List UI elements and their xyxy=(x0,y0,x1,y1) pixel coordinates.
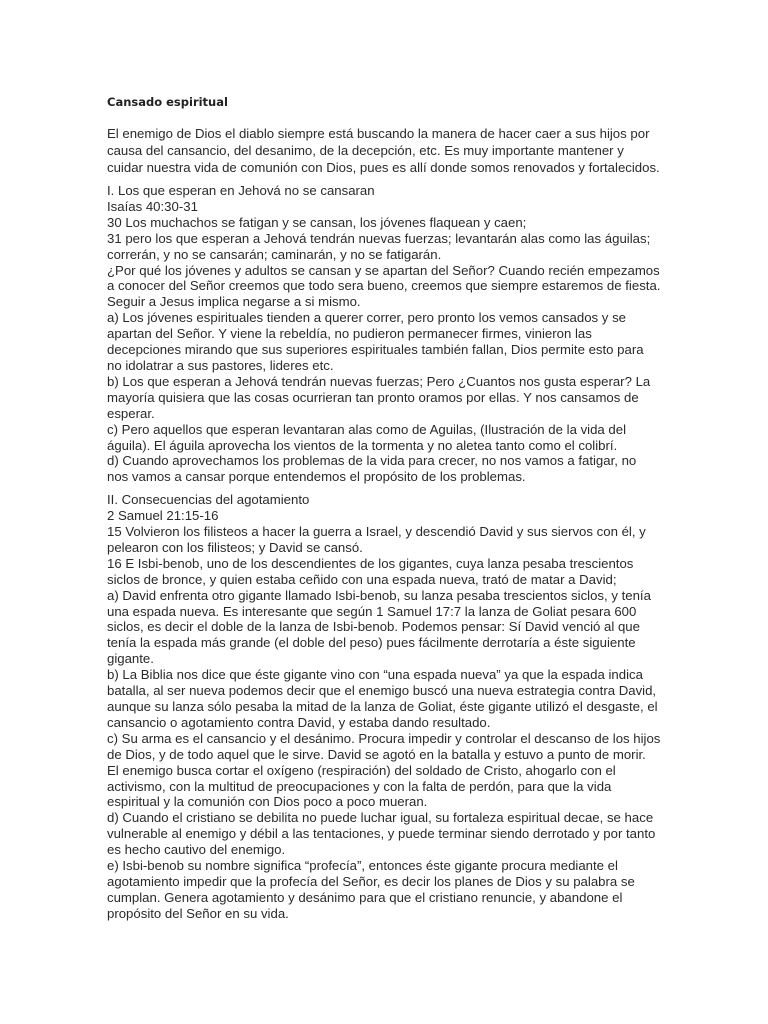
section-one-line: nos vamos a cansar porque entendemos el propósito de los problemas. xyxy=(107,469,526,485)
section-two-line: 16 E Isbi-benob, uno de los descendientes de los gigantes, cuya lanza pesaba trescientos xyxy=(107,555,634,571)
intro-paragraph xyxy=(107,125,667,176)
section-two-line: tenía la espada más grande (el doble del peso) pues fácilmente derrotaría a éste siguiente xyxy=(107,635,636,651)
section-two-reference: 2 Samuel 21:15-16 xyxy=(107,508,219,524)
section-two-line: espiritual y la comunión con Dios poco a poco mueran. xyxy=(107,794,428,810)
section-one-line: correrán, y no se cansarán; caminarán, y no se fatigarán. xyxy=(107,246,442,262)
section-two-line: batalla, al ser nueva podemos decir que el enemigo buscó una nueva estrategia contra David, xyxy=(107,683,657,699)
section-two-line: siclos de bronce, y quien estaba ceñido con una espada nueva, trató de matar a David; xyxy=(107,571,617,587)
section-two-line: es hecho cautivo del enemigo. xyxy=(107,842,286,858)
section-one-line: no idolatrar a sus pastores, lideres etc. xyxy=(107,357,334,373)
section-two-line: b) La Biblia nos dice que éste gigante vino con “una espada nueva” ya que la espada indica xyxy=(107,667,643,683)
section-two-heading: II. Consecuencias del agotamiento xyxy=(107,492,310,508)
section-two-line: cumplan. Genera agotamiento y desánimo para que el cristiano renuncie, y abandone el xyxy=(107,889,623,905)
section-two-line: propósito del Señor en su vida. xyxy=(107,905,289,921)
document-title: Cansado espiritual xyxy=(107,95,228,109)
section-two-line: activismo, con la multitud de preocupaciones y con la falta de perdón, para que la vida xyxy=(107,778,612,794)
section-one-line: a conocer del Señor creemos que todo sera bueno, creemos que siempre estaremos de fiesta. xyxy=(107,278,661,294)
section-one-line: 30 Los muchachos se fatigan y se cansan, los jóvenes flaquean y caen; xyxy=(107,214,527,230)
section-two-line: d) Cuando el cristiano se debilita no puede luchar igual, su fortaleza espiritual decae, se hace xyxy=(107,810,654,826)
section-one-reference: Isaías 40:30-31 xyxy=(107,198,198,214)
intro-line: cuidar nuestra vida de comunión con Dios, pues es allí donde somos renovados y fortalecidos. xyxy=(107,160,660,175)
section-two-line: de Dios, y de todo aquel que le sirve. David se agotó en la batalla y estuvo a punto de morir. xyxy=(107,746,646,762)
intro-line: El enemigo de Dios el diablo siempre está buscando la manera de hacer caer a sus hijos por xyxy=(107,126,650,141)
section-one-line: d) Cuando aprovechamos los problemas de la vida para crecer, no nos vamos a fatigar, no xyxy=(107,453,637,469)
section-two-line: agotamiento impedir que la profecía del Señor, es decir los planes de Dios y su palabra se xyxy=(107,873,635,889)
section-one-line: mayoría quisiera que las cosas ocurrieran tan pronto oramos por ellas. Y nos cansamos de xyxy=(107,389,639,405)
section-one-heading: I. Los que esperan en Jehová no se cansaran xyxy=(107,183,375,198)
section-one-line: ¿Por qué los jóvenes y adultos se cansan y se apartan del Señor? Cuando recién empezamos xyxy=(107,262,660,278)
section-one-line: esperar. xyxy=(107,405,155,421)
section-two-line: c) Su arma es el cansancio y el desánimo. Procura impedir y controlar el descanso de los hijos xyxy=(107,730,661,746)
section-one-line: Seguir a Jesus implica negarse a si mismo. xyxy=(107,294,361,310)
section-two-line: vulnerable al enemigo y débil a las tentaciones, y puede terminar siendo derrotado y por tanto xyxy=(107,826,656,842)
section-one-line: c) Pero aquellos que esperan levantaran alas como de Aguilas, (Ilustración de la vida del xyxy=(107,421,627,437)
section-two-line: aunque su lanza sólo pesaba la mitad de la lanza de Goliat, éste gigante utilizó el desgaste, el xyxy=(107,699,658,714)
section-one-line: decepciones mirando que sus superiores espirituales también fallan, Dios permite esto para xyxy=(107,342,644,358)
section-two-line: pelearon con los filisteos; y David se cansó. xyxy=(107,539,363,555)
section-two-line: El enemigo busca cortar el oxígeno (respiración) del soldado de Cristo, ahogarlo con el xyxy=(107,762,616,778)
section-one-line: b) Los que esperan a Jehová tendrán nuevas fuerzas; Pero ¿Cuantos nos gusta esperar? La xyxy=(107,373,651,389)
section-two-line: gigante. xyxy=(107,651,154,667)
section-two-line: cansancio o agotamiento contra David, y estaba dando resultado. xyxy=(107,714,491,730)
section-two-line: e) Isbi-benob su nombre significa “profecía”, entonces éste gigante procura mediante el xyxy=(107,858,618,874)
intro-line: causa del cansancio, del desanimo, de la decepción, etc. Es muy importante mantener y xyxy=(107,143,624,158)
section-two xyxy=(107,492,667,921)
section-one xyxy=(107,183,667,485)
section-two-line: siclos, es decir el doble de la lanza de Isbi-benob. Podemos pensar: Sí David venció al que xyxy=(107,619,640,635)
section-one-line: a) Los jóvenes espirituales tienden a querer correr, pero pronto los vemos cansados y se xyxy=(107,310,626,326)
section-two-line: una espada nueva. Es interesante que según 1 Samuel 17:7 la lanza de Goliat pesara 600 xyxy=(107,603,637,619)
section-one-line: 31 pero los que esperan a Jehová tendrán nuevas fuerzas; levantarán alas como las águilas; xyxy=(107,230,651,246)
section-two-line: 15 Volvieron los filisteos a hacer la guerra a Israel, y descendió David y sus siervos con él, y xyxy=(107,524,646,540)
section-one-line: apartan del Señor. Y viene la rebeldía, no pudieron permanecer firmes, vinieron las xyxy=(107,326,592,342)
document-page xyxy=(107,95,667,929)
section-two-line: a) David enfrenta otro gigante llamado Isbi-benob, su lanza pesaba trescientos siclos, y tenía xyxy=(107,587,651,603)
section-one-line: águila). El águila aprovecha los vientos de la tormenta y no aletea tanto como el colibrí. xyxy=(107,437,618,453)
